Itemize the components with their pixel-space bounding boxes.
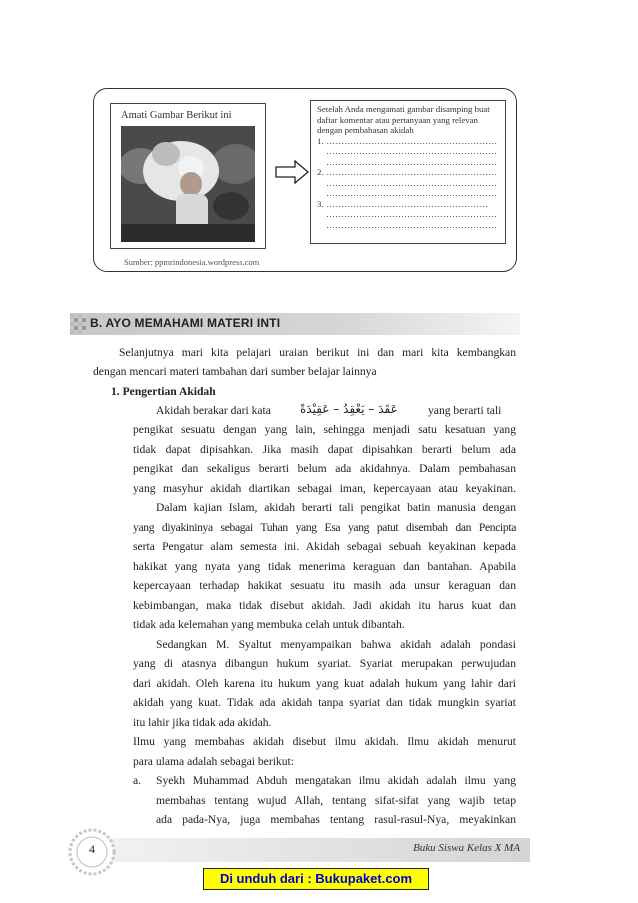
arabic-term: عَقَدَ – يَعْقِدُ – عَقِيْدَةً: [300, 402, 398, 416]
praying-child-photo: [121, 126, 255, 242]
paragraph-line: itu lahir jika tidak ada akidah.: [133, 716, 272, 729]
answer-line: …………………………………………………: [326, 177, 497, 188]
paragraph-line: kebimbangan, maka tidak disebut akidah. Jadi akidah itu harus kuat dan: [133, 599, 516, 612]
intro-line: Selanjutnya mari kita pelajari uraian berikut ini dan mari kita kembangkan: [119, 346, 516, 359]
list-item-line: ada pada-Nya, juga membahas tentang rasul-rasul-Nya, meyakinkan: [156, 813, 516, 826]
answer-line: …………………………………………………: [326, 146, 497, 156]
answer-line: …………………………………………………: [326, 209, 497, 219]
paragraph-line: akidah yang kuat. Tidak ada akidah tanpa syariat dan tidak mungkin syariat: [133, 696, 516, 709]
answer-line: …………………………………………………: [326, 156, 497, 167]
paragraph-line: tidak ada kelemahan yang membuka celah untuk dibantah.: [133, 618, 405, 631]
answer-line: …………………………………………………: [326, 188, 497, 198]
paragraph-text: yang berarti tali: [428, 404, 502, 417]
paragraph-line: Ilmu yang membahas akidah disebut ilmu akidah. Ilmu akidah menurut: [133, 735, 516, 748]
paragraph-line: yang di atasnya dibangun hukum syariat. Syariat merupakan perwujudan: [133, 657, 516, 670]
arrow-right-icon: [275, 160, 309, 184]
photo-illustration: [121, 126, 255, 242]
list-marker: a.: [133, 774, 142, 787]
paragraph-line: kepercayaan terhadap hakikat sesuatu itu masih ada unsur keraguan dan: [133, 579, 516, 592]
task-box: [310, 100, 506, 244]
book-title: Buku Siswa Kelas X MA: [413, 842, 520, 854]
image-caption: Amati Gambar Berikut ini: [121, 110, 232, 121]
answer-line: …………………………………………………: [326, 219, 497, 230]
task-instruction: Setelah Anda mengamati gambar disamping buat daftar komentar atau pertanyaan yang relevan dengan pembahasan akidah: [317, 104, 490, 135]
paragraph-line: yang diyakininya sebagai Tuhan yang Esa yang patut disembah dan Pencipta: [133, 521, 516, 534]
section-title: B. AYO MEMAHAMI MATERI INTI: [90, 316, 281, 330]
list-item-line: Syekh Muhammad Abduh mengatakan ilmu akidah adalah ilmu yang: [156, 774, 516, 787]
photo-frame: [110, 103, 266, 249]
paragraph-line: para ulama adalah sebagai berikut:: [133, 755, 294, 768]
answer-line: 3. ………………………………………………: [317, 198, 489, 209]
paragraph-text: Akidah berakar dari kata: [156, 404, 271, 417]
paragraph-line: Dalam kajian Islam, akidah berarti tali pengikat batin manusia dengan: [156, 501, 516, 514]
paragraph-line: dari akidah. Oleh karena itu hukum yang kuat adalah hukum yang lahir dari: [133, 677, 516, 690]
list-item-line: membahas tentang wujud Allah, tentang sifat-sifat yang wajib tetap: [156, 794, 516, 807]
paragraph-line: yang masyhur akidah diartikan sebagai iman, kepercayaan atau keyakinan.: [133, 482, 516, 495]
paragraph-line: pengikat dan sekaligus berarti belum ada akidahnya. Dalam pembahasan: [133, 462, 516, 475]
image-source: Sumber: ppmrindonesia.wordpress.com: [124, 257, 260, 267]
paragraph-line: Sedangkan M. Syaltut menyampaikan bahwa akidah adalah pondasi: [156, 638, 516, 651]
paragraph-line: pengikat sesuatu dengan yang lain, sehingga menjadi satu kesatuan yang: [133, 423, 516, 436]
page-number: 4: [89, 842, 95, 856]
paragraph-line: hakikat yang nyata yang tidak menerima keraguan dan bantahan. Apabila: [133, 560, 516, 573]
answer-line: 2. …………………………………………………: [317, 167, 498, 177]
download-banner[interactable]: Di unduh dari : Bukupaket.com: [203, 868, 429, 890]
checker-decoration-icon: [70, 314, 86, 334]
paragraph-line: tidak dapat dipisahkan. Jika masih dapat dipisahkan berarti belum ada: [133, 443, 516, 456]
paragraph-line: serta Pengatur alam semesta ini. Akidah sebagai sebuah keyakinan kepada: [133, 540, 516, 553]
intro-line: dengan mencari materi tambahan dari sumber belajar lainnya: [93, 365, 377, 378]
answer-line: 1. …………………………………………………: [317, 135, 498, 146]
subheading: 1. Pengertian Akidah: [111, 385, 216, 398]
